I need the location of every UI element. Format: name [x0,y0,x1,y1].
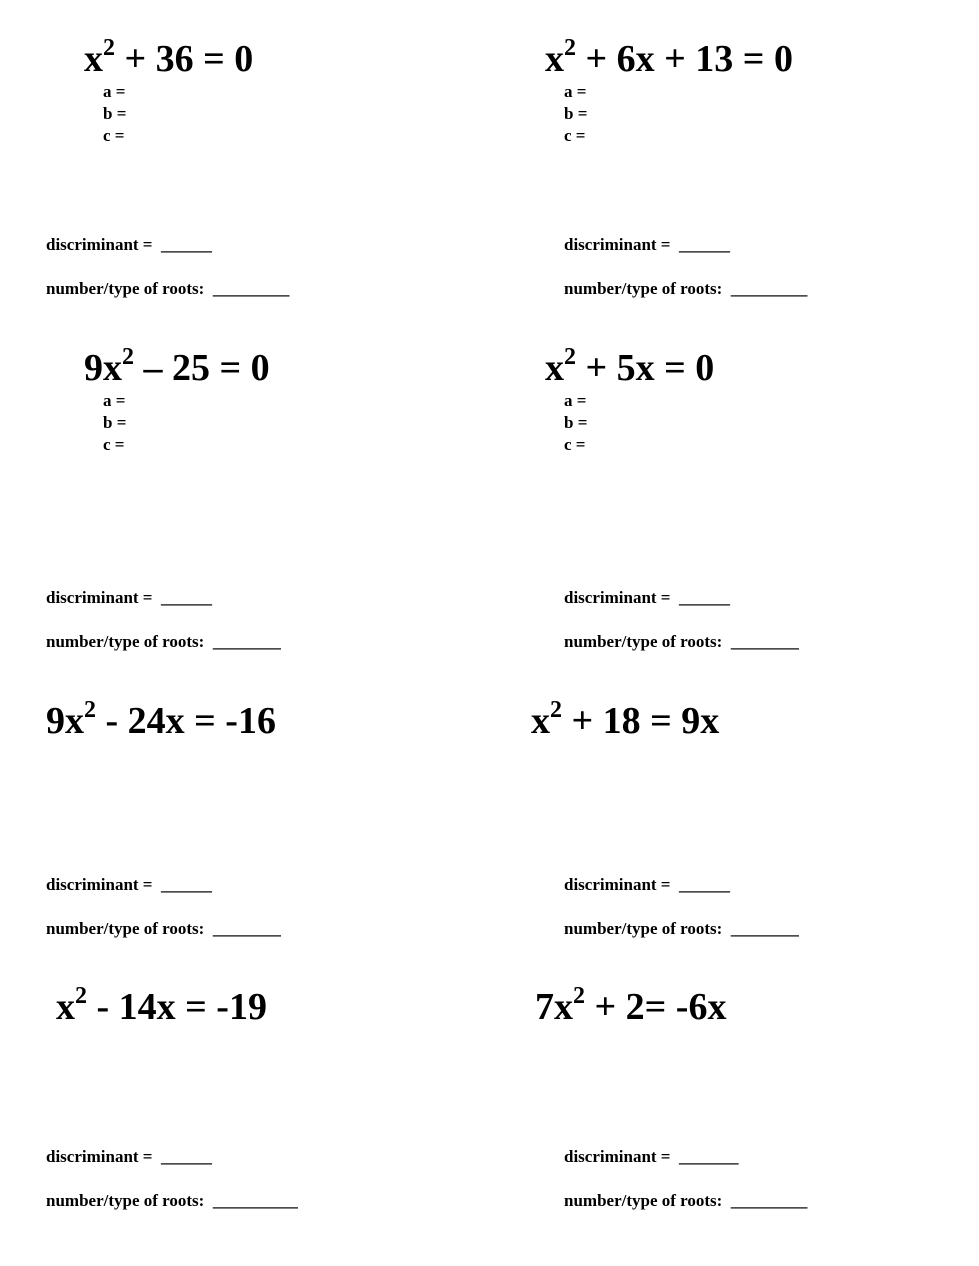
equation-3-exponent: 2 [122,344,134,370]
roots-blank: ________ [212,919,281,938]
discriminant-blank: _______ [679,1147,739,1166]
equation-1 [84,35,254,80]
discriminant-label: discriminant = [564,1147,671,1166]
discriminant-line-4 [564,589,730,606]
coefficients-1 [103,81,126,147]
roots-line-3 [46,633,281,650]
roots-line-1 [46,280,289,297]
roots-blank: __________ [212,1191,298,1210]
equation-5-rest: - 24x = -16 [96,700,276,742]
equation-5-base: 9x [46,700,84,742]
roots-line-8 [564,1192,807,1209]
discriminant-blank: ______ [161,588,212,607]
equation-8 [535,983,727,1028]
equation-6 [531,697,720,742]
discriminant-line-5 [46,876,212,893]
coefficients-3 [103,390,126,456]
b-label: b = [103,104,127,123]
roots-label: number/type of roots: [564,1191,723,1210]
c-label: c = [103,126,125,145]
discriminant-label: discriminant = [46,588,153,607]
equation-4-rest: + 5x = 0 [576,347,715,389]
equation-3 [84,344,270,389]
equation-7-exponent: 2 [75,983,87,1009]
discriminant-label: discriminant = [564,875,671,894]
discriminant-line-8 [564,1148,739,1165]
roots-line-2 [564,280,807,297]
roots-blank: _________ [730,1191,808,1210]
discriminant-label: discriminant = [46,1147,153,1166]
a-label: a = [103,391,126,410]
roots-line-7 [46,1192,298,1209]
roots-line-4 [564,633,799,650]
discriminant-blank: ______ [161,1147,212,1166]
equation-2-exponent: 2 [564,35,576,61]
equation-3-base: 9x [84,347,122,389]
discriminant-blank: ______ [679,875,730,894]
equation-3-rest: – 25 = 0 [134,347,270,389]
b-label: b = [564,413,588,432]
equation-2-rest: + 6x + 13 = 0 [576,38,793,80]
roots-label: number/type of roots: [564,632,723,651]
equation-1-rest: + 36 = 0 [115,38,254,80]
discriminant-line-3 [46,589,212,606]
roots-label: number/type of roots: [564,279,723,298]
discriminant-line-2 [564,236,730,253]
roots-blank: _________ [730,279,808,298]
discriminant-label: discriminant = [46,235,153,254]
c-label: c = [564,435,586,454]
equation-7-base: x [56,986,75,1028]
roots-blank: ________ [212,632,281,651]
discriminant-label: discriminant = [564,588,671,607]
equation-8-rest: + 2= -6x [585,986,727,1028]
equation-5-exponent: 2 [84,697,96,723]
equation-6-base: x [531,700,550,742]
equation-4 [545,344,715,389]
equation-5 [46,697,276,742]
discriminant-label: discriminant = [46,875,153,894]
equation-4-base: x [545,347,564,389]
coefficients-2 [564,81,587,147]
equation-1-base: x [84,38,103,80]
roots-label: number/type of roots: [46,632,205,651]
roots-label: number/type of roots: [564,919,723,938]
equation-2 [545,35,793,80]
c-label: c = [103,435,125,454]
discriminant-label: discriminant = [564,235,671,254]
equation-7-rest: - 14x = -19 [87,986,267,1028]
discriminant-line-6 [564,876,730,893]
equation-8-exponent: 2 [573,983,585,1009]
roots-blank: ________ [730,632,799,651]
c-label: c = [564,126,586,145]
equation-6-exponent: 2 [550,697,562,723]
roots-line-5 [46,920,281,937]
roots-label: number/type of roots: [46,279,205,298]
equation-4-exponent: 2 [564,344,576,370]
a-label: a = [564,391,587,410]
b-label: b = [103,413,127,432]
equation-8-base: 7x [535,986,573,1028]
discriminant-blank: ______ [161,235,212,254]
equation-6-rest: + 18 = 9x [562,700,720,742]
discriminant-blank: ______ [679,588,730,607]
equation-2-base: x [545,38,564,80]
a-label: a = [564,82,587,101]
discriminant-line-7 [46,1148,212,1165]
equation-7 [56,983,267,1028]
coefficients-4 [564,390,587,456]
b-label: b = [564,104,588,123]
discriminant-blank: ______ [161,875,212,894]
roots-blank: ________ [730,919,799,938]
roots-label: number/type of roots: [46,1191,205,1210]
roots-label: number/type of roots: [46,919,205,938]
a-label: a = [103,82,126,101]
discriminant-blank: ______ [679,235,730,254]
equation-1-exponent: 2 [103,35,115,61]
roots-line-6 [564,920,799,937]
roots-blank: _________ [212,279,290,298]
discriminant-line-1 [46,236,212,253]
